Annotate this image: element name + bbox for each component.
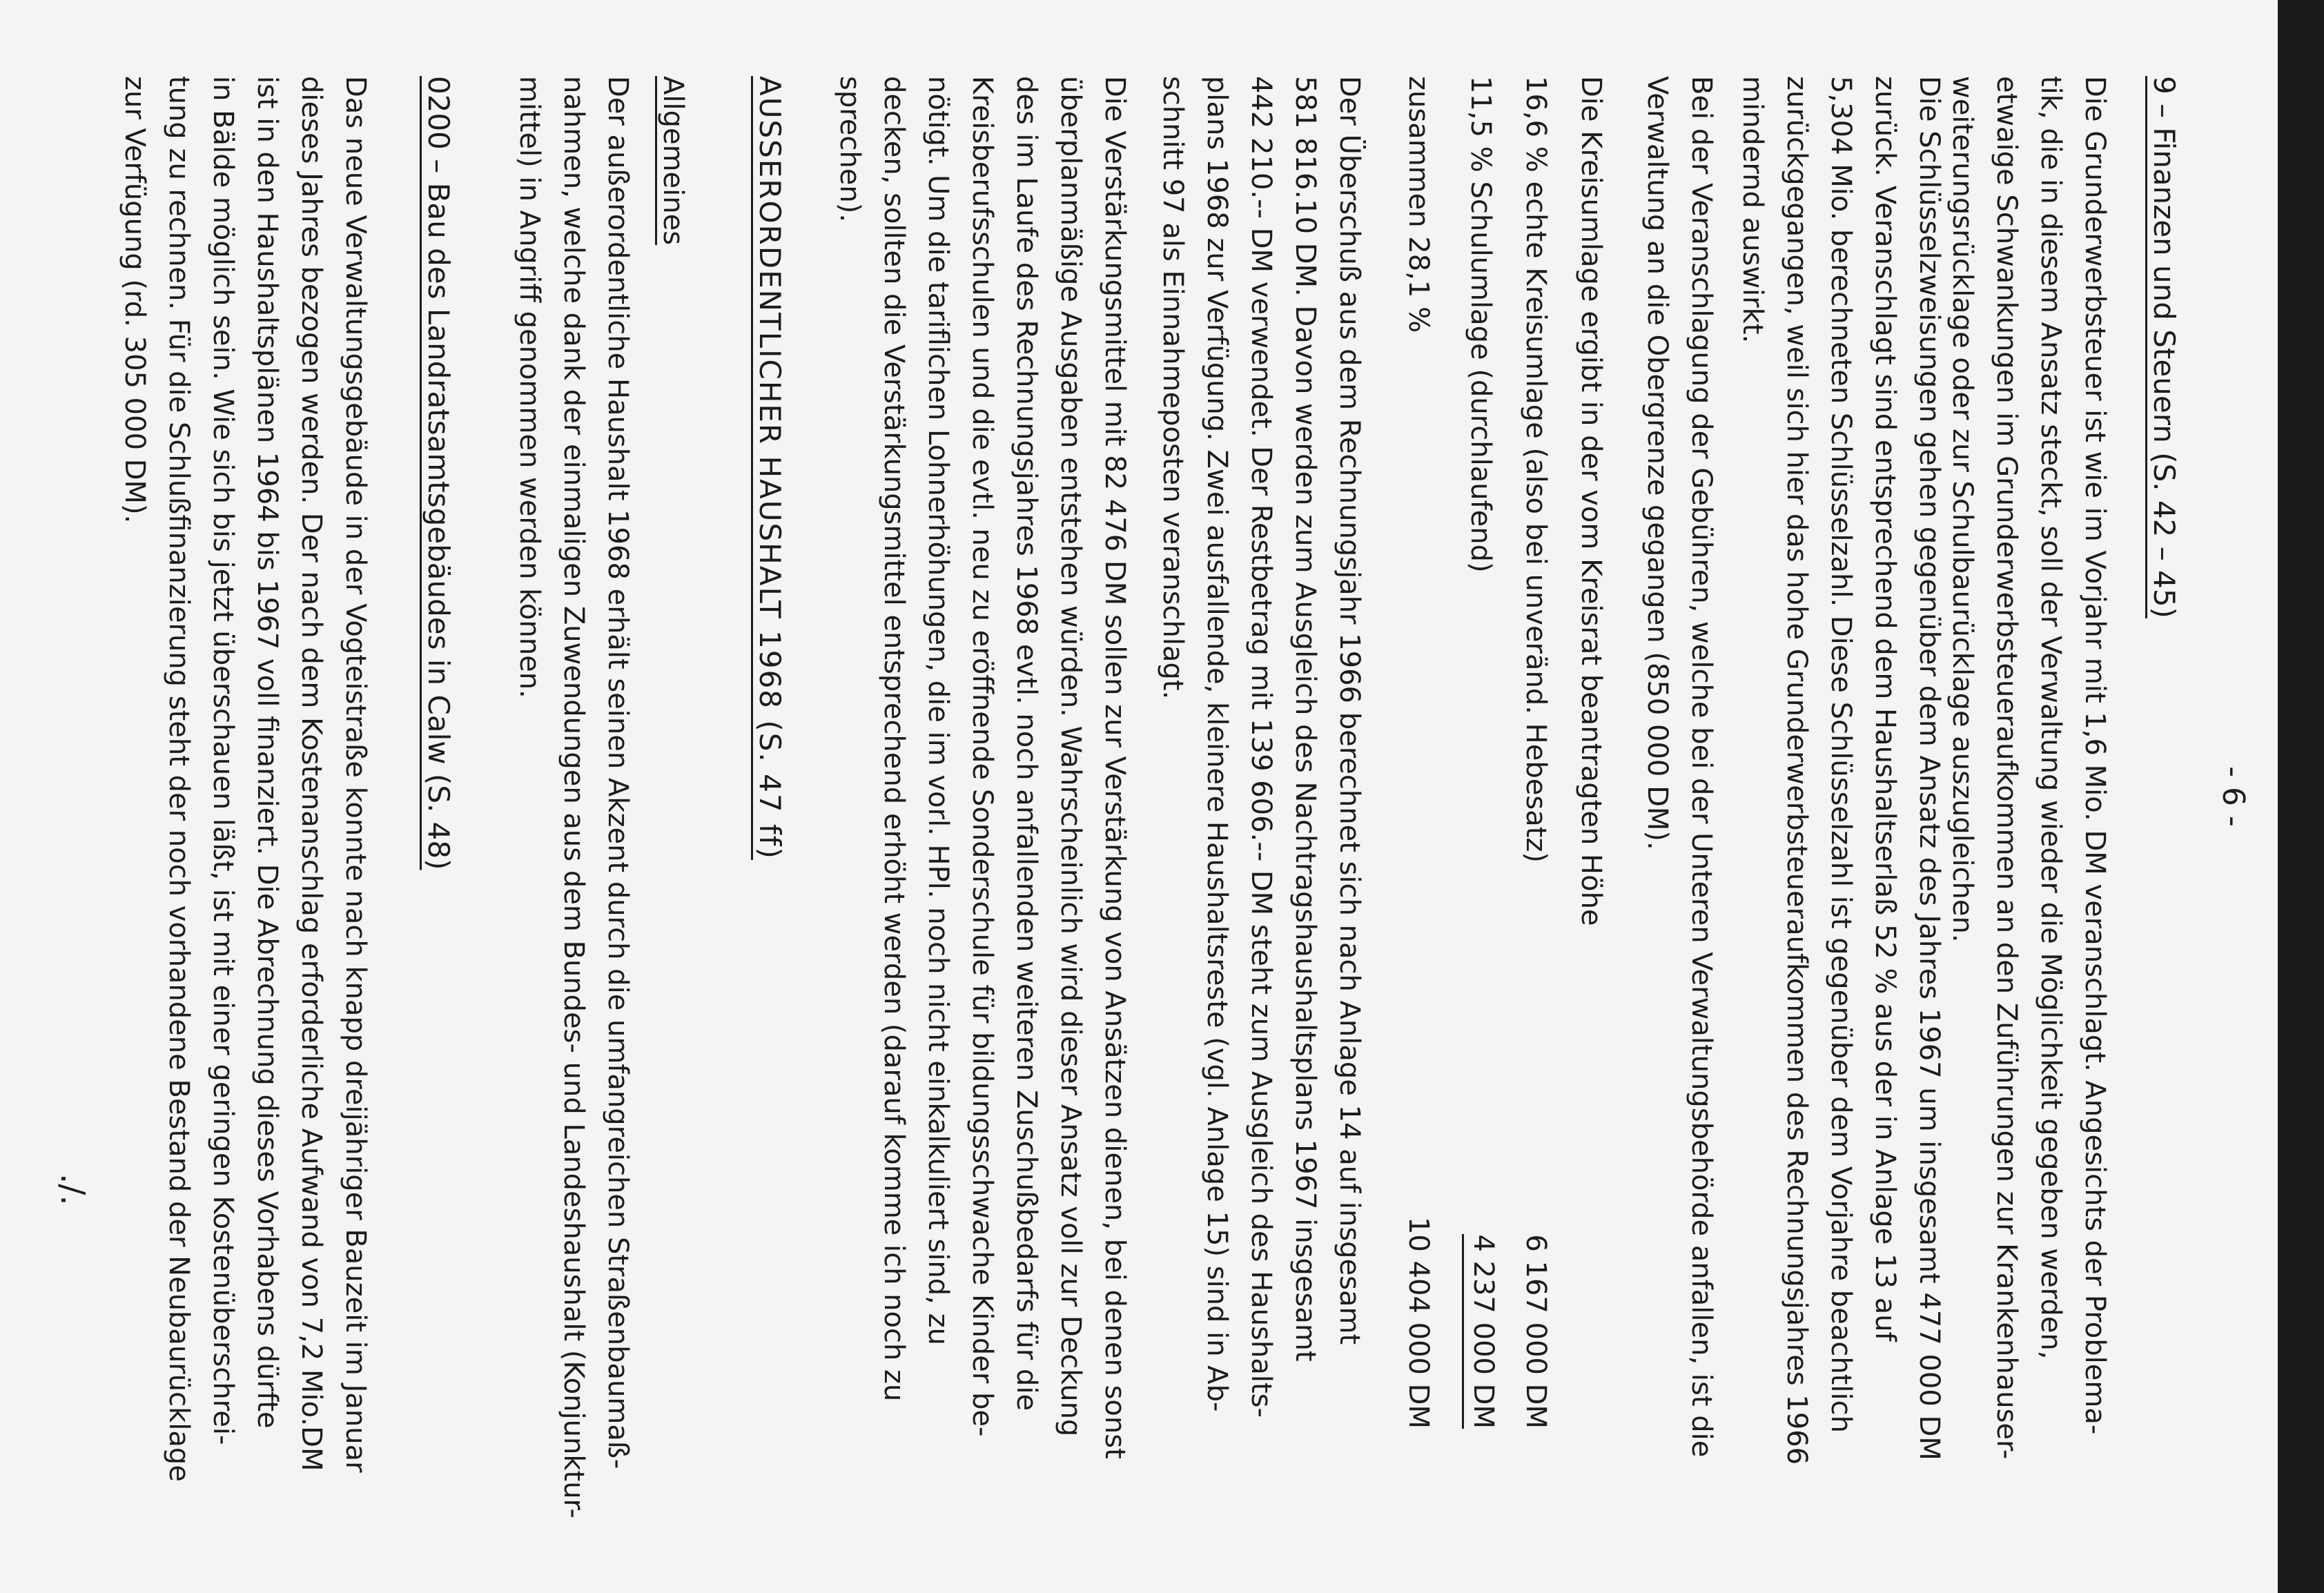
- text-line: Der Überschuß aus dem Rechnungsjahr 1966 berechnet sich nach Anlage 14 auf insgesamt: [1334, 76, 1365, 1345]
- paragraph-gebuehren-text: [1635, 76, 1724, 1477]
- line-item-label: zusammen 28,1 %: [1403, 76, 1434, 333]
- paragraph-schluesselzuweisungen: [1730, 76, 1951, 1477]
- text-line: mittel) in Angriff genommen werden können.: [514, 76, 545, 698]
- text-line: Das neue Verwaltungsgebäude in der Vogteistraße konnte nach knapp dreijähriger Bauzeit im Januar: [340, 76, 371, 1473]
- text-line: 5,304 Mio. berechneten Schlüsselzahl. Diese Schlüsselzahl ist gegenüber dem Vorjahre beachtlich: [1825, 76, 1857, 1433]
- text-line: Die Verstärkungsmittel mit 82 476 DM sollen zur Verstärkung von Ansätzen dienen, bei denen sonst: [1099, 76, 1131, 1459]
- paragraph-landratsamt: [113, 76, 378, 1482]
- paragraph-grunderwerbsteuer: [1940, 76, 2117, 1477]
- text-line: zur Verfügung (rd. 305 000 DM).: [119, 76, 150, 524]
- line-item-schulumlage: [1454, 76, 1503, 1505]
- line-item-amount: 4 237 000 DM: [1462, 1234, 1503, 1429]
- text-line: dieses Jahres bezogen werden. Der nach dem Kostenanschlag erforderliche Aufwand von 7,2 Mio.DM: [295, 76, 327, 1472]
- text-line: nötigt. Um die tariflichen Lohnerhöhungen, die im vorl. HPl. noch nicht einkalkuliert sind, zu: [922, 76, 954, 1345]
- text-line: Verwaltung an die Obergrenze gegangen (850 000 DM).: [1641, 76, 1673, 850]
- scan-edge-bar: [2278, 0, 2324, 1593]
- section-heading-ausserordentlich: AUSSERORDENTLICHER HAUSHALT 1968 (S. 47 ff): [753, 76, 787, 860]
- paragraph-allgemeines: [507, 76, 640, 1518]
- text-line: Bei der Veranschlagung der Gebühren, welche bei der Unteren Verwaltungsbehörde anfallen, ist die: [1686, 76, 1717, 1458]
- section-heading-finanzen: 9 – Finanzen und Steuern (S. 42 – 45): [2147, 76, 2181, 618]
- text-line: Die Schlüsselzweisungen gehen gegenüber dem Ansatz des Jahres 1967 um insgesamt 477 000 DM: [1913, 76, 1945, 1460]
- text-line: schnitt 97 als Einnahmeposten veranschlagt.: [1157, 76, 1189, 700]
- text-line: plans 1968 zur Verfügung. Zwei ausfallende, kleinere Haushaltsreste (vgl. Anlage 15) sind in Ab-: [1201, 76, 1233, 1412]
- page-number: - 6 -: [2216, 766, 2251, 827]
- text-line: mindernd auswirkt.: [1737, 76, 1768, 344]
- line-item-zusammen: [1392, 76, 1441, 1505]
- text-line: decken, sollten die Verstärkungsmittel entsprechend erhöht werden (darauf komme ich noch zu: [878, 76, 910, 1402]
- text-line: zurück. Veranschlagt sind entsprechend dem Haushaltserlaß 52 % aus der in Anlage 13 auf: [1869, 76, 1901, 1342]
- text-line: 581 816.10 DM. Davon werden zum Ausgleich des Nachtragshaushaltsplans 1967 insgesamt: [1289, 76, 1321, 1362]
- text-line: überplanmäßige Ausgaben entstehen würden. Wahrscheinlich wird dieser Ansatz voll zur Deckung: [1055, 76, 1086, 1437]
- text-line: Kreisberufsschulen und die evtl. neu zu eröffnende Sonderschule für bildungsschwache Kinder be-: [966, 76, 998, 1437]
- text-line: etwaige Schwankungen im Grunderwerbsteueraufkommen an den Zuführungen zur Krankenhauser-: [1991, 76, 2022, 1460]
- text-line: Die Grunderwerbsteuer ist wie im Vorjahr mit 1,6 Mio. DM veranschlagt. Angesichts der Problema-: [2079, 76, 2111, 1435]
- item-heading-landratsamt: 0200 – Bau des Landratsamtsgebäudes in Calw (S. 48): [422, 76, 456, 870]
- text-line: Die Kreisumlage ergibt in der vom Kreisrat beantragten Höhe: [1575, 76, 1607, 926]
- text-line: ist in den Haushaltsplänen 1964 bis 1967 voll finanziert. Die Abrechnung dieses Vorhabens dürfte: [251, 76, 283, 1429]
- line-item-label: 16,6 % echte Kreisumlage (also bei unveränd. Hebesatz): [1520, 76, 1552, 863]
- kreisumlage-intro: [1569, 76, 1613, 1477]
- paragraph-ueberschuss: [1151, 76, 1371, 1477]
- text-line: tik, die in diesem Ansatz steckt, soll der Verwaltung wieder die Möglichkeit gegeben werden,: [2035, 76, 2067, 1360]
- text-line: des im Laufe des Rechnungsjahres 1968 evtl. noch anfallenden weiteren Zuschußbedarfs für die: [1010, 76, 1042, 1411]
- text-line: nahmen, welche dank der einmaligen Zuwendungen aus dem Bundes- und Landeshaushalt (Konjunktur-: [558, 76, 589, 1518]
- line-item-amount: 6 167 000 DM: [1520, 1234, 1552, 1429]
- text-line: weiterungsrücklage oder zur Schulbaurücklage auszugleichen.: [1946, 76, 1978, 943]
- text-line: 442 210.-- DM verwendet. Der Restbetrag mit 139 606.-- DM steht zum Ausgleich des Haushalts-: [1245, 76, 1277, 1418]
- text-line: sprechen).: [834, 76, 866, 223]
- line-item-kreisumlage: [1510, 76, 1558, 1505]
- line-item-label: 11,5 % Schulumlage (durchlaufend): [1465, 76, 1496, 573]
- subheading-allgemeines: Allgemeines: [657, 76, 689, 246]
- continuation-mark: ./.: [53, 1173, 92, 1206]
- line-item-amount: 10 404 000 DM: [1403, 1216, 1434, 1429]
- text-line: tung zu rechnen. Für die Schlußfinanzierung steht der noch vorhandene Bestand der Neubaurücklage: [163, 76, 195, 1482]
- text-line: Der außerordentliche Haushalt 1968 erhält seinen Akzent durch die umfangreichen Straßenbaumaß-: [602, 76, 634, 1469]
- paragraph-verstaerkungsmittel: [828, 76, 1137, 1477]
- text-line: zurückgegangen, weil sich hier das hohe Grunderwerbsteueraufkommen des Rechnungsjahres 1966: [1781, 76, 1813, 1465]
- text-line: in Bälde möglich sein. Wie sich bis jetzt überschauen läßt, ist mit einer geringen Kostenüberschrei-: [207, 76, 239, 1445]
